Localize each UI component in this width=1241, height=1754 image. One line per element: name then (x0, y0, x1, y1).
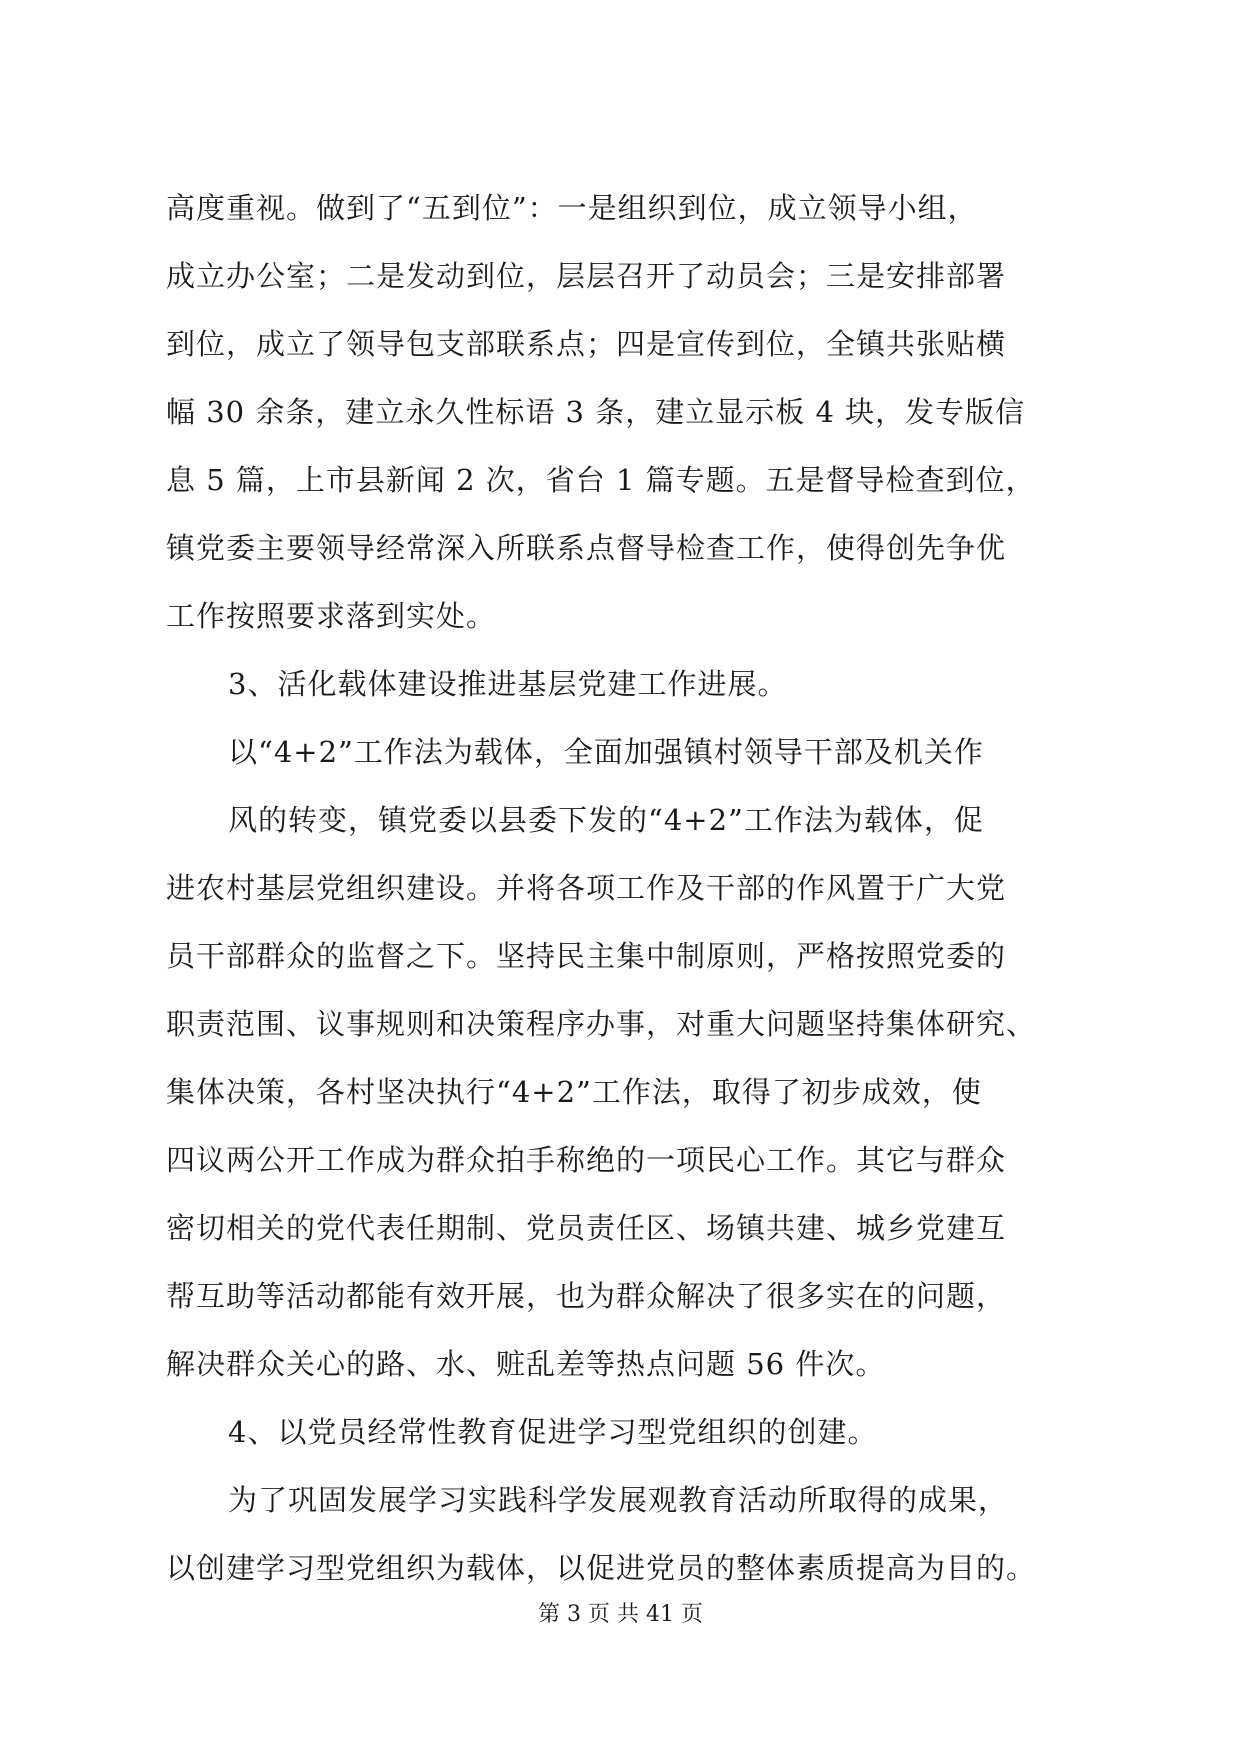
body-text-line: 密切相关的党代表任期制、党员责任区、场镇共建、城乡党建互 (166, 1211, 1007, 1245)
body-text-line: 解决群众关心的路、水、赃乱差等热点问题 56 件次。 (166, 1347, 886, 1381)
body-text-line: 以创建学习型党组织为载体，以促进党员的整体素质提高为目的。 (166, 1551, 1037, 1585)
body-text-line: 集体决策，各村坚决执行“4+2”工作法，取得了初步成效，使 (166, 1075, 982, 1109)
body-text-line: 员干部群众的监督之下。坚持民主集中制原则，严格按照党委的 (166, 939, 1007, 973)
body-text-line: 镇党委主要领导经常深入所联系点督导检查工作，使得创先争优 (166, 531, 1007, 565)
body-text-line: 息 5 篇，上市县新闻 2 次，省台 1 篇专题。五是督导检查到位， (166, 463, 1036, 497)
body-text-line: 幅 30 余条，建立永久性标语 3 条，建立显示板 4 块，发专版信 (166, 395, 1026, 429)
body-text-line: 工作按照要求落到实处。 (166, 599, 497, 633)
body-text-line: 帮互助等活动都能有效开展，也为群众解决了很多实在的问题， (166, 1279, 1007, 1313)
body-text-line: 高度重视。做到了“五到位”：一是组织到位，成立领导小组， (166, 191, 978, 225)
body-text-line: 风的转变，镇党委以县委下发的“4+2”工作法为载体，促 (228, 803, 984, 837)
section-heading: 3、活化载体建设推进基层党建工作进展。 (228, 667, 788, 701)
section-heading: 4、以党员经常性教育促进学习型党组织的创建。 (228, 1415, 878, 1449)
body-text-line: 为了巩固发展学习实践科学发展观教育活动所取得的成果， (228, 1483, 1009, 1517)
body-text-line: 以“4+2”工作法为载体，全面加强镇村领导干部及机关作 (228, 735, 984, 769)
body-text-line: 成立办公室；二是发动到位，层层召开了动员会；三是安排部署 (166, 259, 1007, 293)
body-text-line: 到位，成立了领导包支部联系点；四是宣传到位，全镇共张贴横 (166, 327, 1007, 361)
body-text-line: 四议两公开工作成为群众拍手称绝的一项民心工作。其它与群众 (166, 1143, 1007, 1177)
body-text-line: 进农村基层党组织建设。并将各项工作及干部的作风置于广大党 (166, 871, 1007, 905)
page-footer: 第 3 页 共 41 页 (538, 1602, 703, 1627)
body-text-line: 职责范围、议事规则和决策程序办事，对重大问题坚持集体研究、 (166, 1007, 1037, 1041)
